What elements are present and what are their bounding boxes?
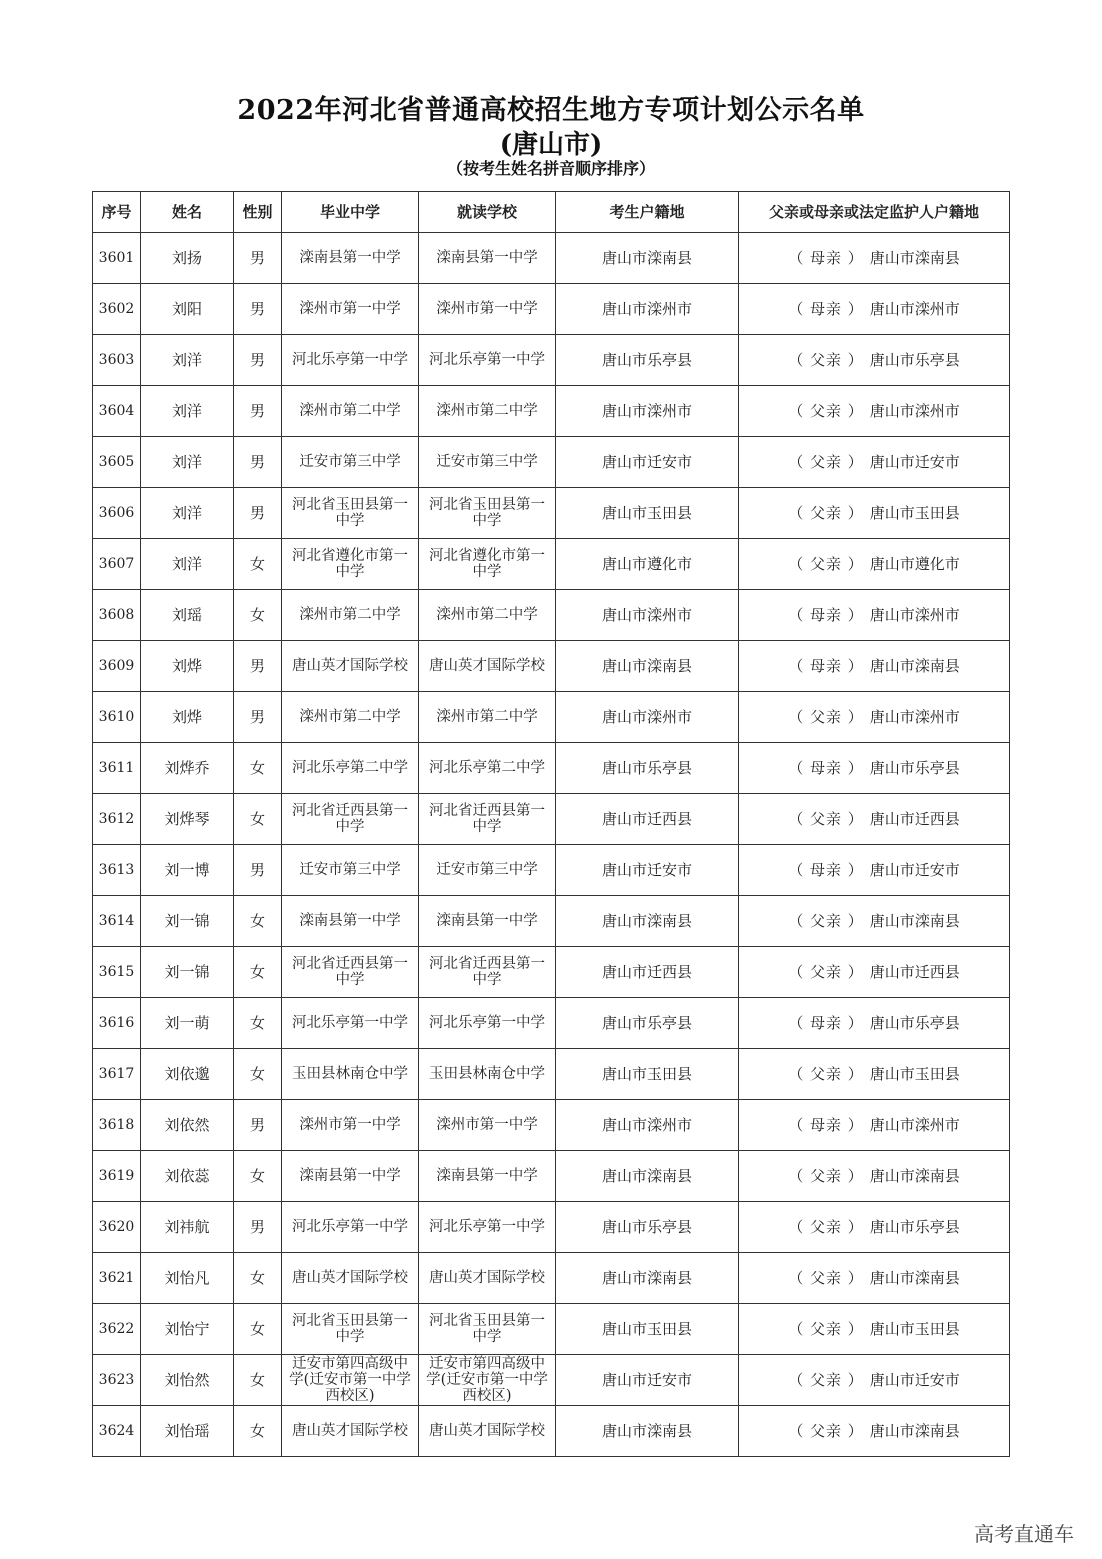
cell-name: 刘烨 xyxy=(141,692,234,743)
cell-hukou: 唐山市迁安市 xyxy=(556,845,739,896)
cell-name: 刘一博 xyxy=(141,845,234,896)
cell-name: 刘洋 xyxy=(141,539,234,590)
table-row xyxy=(93,896,1010,947)
cell-parent-hukou xyxy=(739,641,1010,692)
parent-hukou-text: 唐山市滦州市 xyxy=(869,1116,960,1134)
cell-hukou: 唐山市迁西县 xyxy=(556,794,739,845)
table-row xyxy=(93,1355,1010,1406)
cell-current-school: 滦州市第二中学 xyxy=(419,386,556,437)
cell-grad-school: 河北乐亭第一中学 xyxy=(282,998,419,1049)
cell-current-school: 河北乐亭第二中学 xyxy=(419,743,556,794)
cell-hukou: 唐山市滦州市 xyxy=(556,692,739,743)
cell-parent-hukou xyxy=(739,1049,1010,1100)
parent-hukou-text: 唐山市乐亭县 xyxy=(869,1014,960,1032)
enrollment-table xyxy=(92,191,1010,1457)
cell-current-school: 唐山英才国际学校 xyxy=(419,1253,556,1304)
cell-no: 3611 xyxy=(93,743,141,794)
cell-hukou: 唐山市迁西县 xyxy=(556,947,739,998)
cell-gender: 女 xyxy=(234,947,282,998)
cell-gender: 男 xyxy=(234,845,282,896)
cell-parent-hukou xyxy=(739,233,1010,284)
cell-current-school: 滦州市第二中学 xyxy=(419,590,556,641)
cell-parent-hukou xyxy=(739,947,1010,998)
cell-current-school: 迁安市第三中学 xyxy=(419,845,556,896)
cell-gender: 男 xyxy=(234,233,282,284)
cell-gender: 男 xyxy=(234,284,282,335)
cell-current-school: 河北乐亭第一中学 xyxy=(419,1202,556,1253)
parent-relation: （ 母亲 ） xyxy=(788,1116,864,1134)
cell-no: 3618 xyxy=(93,1100,141,1151)
cell-no: 3620 xyxy=(93,1202,141,1253)
table-row xyxy=(93,1049,1010,1100)
cell-hukou: 唐山市滦南县 xyxy=(556,233,739,284)
cell-parent-hukou xyxy=(739,845,1010,896)
cell-no: 3617 xyxy=(93,1049,141,1100)
cell-grad-school: 唐山英才国际学校 xyxy=(282,1406,419,1457)
cell-name: 刘洋 xyxy=(141,335,234,386)
cell-current-school: 河北省遵化市第一中学 xyxy=(419,539,556,590)
parent-relation: （ 父亲 ） xyxy=(788,1422,864,1440)
parent-hukou-text: 唐山市迁西县 xyxy=(869,810,960,828)
cell-parent-hukou xyxy=(739,437,1010,488)
header-grad-school: 毕业中学 xyxy=(282,192,419,233)
cell-gender: 男 xyxy=(234,335,282,386)
cell-name: 刘依蕊 xyxy=(141,1151,234,1202)
cell-no: 3602 xyxy=(93,284,141,335)
sort-note: （按考生姓名拼音顺序排序） xyxy=(446,159,655,178)
cell-no: 3614 xyxy=(93,896,141,947)
cell-gender: 女 xyxy=(234,590,282,641)
cell-grad-school: 河北乐亭第一中学 xyxy=(282,1202,419,1253)
cell-parent-hukou xyxy=(739,335,1010,386)
cell-gender: 女 xyxy=(234,1049,282,1100)
cell-gender: 男 xyxy=(234,437,282,488)
cell-grad-school: 河北省迁西县第一中学 xyxy=(282,794,419,845)
cell-current-school: 河北省玉田县第一中学 xyxy=(419,488,556,539)
cell-parent-hukou xyxy=(739,590,1010,641)
cell-no: 3605 xyxy=(93,437,141,488)
table-row xyxy=(93,233,1010,284)
cell-grad-school: 滦州市第二中学 xyxy=(282,386,419,437)
cell-gender: 男 xyxy=(234,692,282,743)
cell-hukou: 唐山市滦南县 xyxy=(556,896,739,947)
cell-hukou: 唐山市滦南县 xyxy=(556,1151,739,1202)
cell-name: 刘一锦 xyxy=(141,896,234,947)
table-row xyxy=(93,386,1010,437)
cell-no: 3624 xyxy=(93,1406,141,1457)
cell-hukou: 唐山市滦州市 xyxy=(556,590,739,641)
parent-relation: （ 父亲 ） xyxy=(788,912,864,930)
cell-current-school: 迁安市第三中学 xyxy=(419,437,556,488)
parent-relation: （ 父亲 ） xyxy=(788,1065,864,1083)
table-row xyxy=(93,692,1010,743)
parent-relation: （ 母亲 ） xyxy=(788,606,864,624)
cell-no: 3606 xyxy=(93,488,141,539)
parent-hukou-text: 唐山市滦南县 xyxy=(869,1422,960,1440)
cell-name: 刘怡宁 xyxy=(141,1304,234,1355)
parent-hukou-text: 唐山市滦州市 xyxy=(869,606,960,624)
cell-no: 3612 xyxy=(93,794,141,845)
parent-relation: （ 父亲 ） xyxy=(788,708,864,726)
document-subtitle: (唐山市) xyxy=(499,130,603,160)
cell-name: 刘洋 xyxy=(141,488,234,539)
cell-hukou: 唐山市滦南县 xyxy=(556,1253,739,1304)
parent-relation: （ 母亲 ） xyxy=(788,759,864,777)
cell-current-school: 河北省迁西县第一中学 xyxy=(419,947,556,998)
header-hukou: 考生户籍地 xyxy=(556,192,739,233)
table-row xyxy=(93,284,1010,335)
parent-relation: （ 母亲 ） xyxy=(788,1014,864,1032)
header-gender: 性别 xyxy=(234,192,282,233)
table-row xyxy=(93,743,1010,794)
cell-name: 刘怡瑶 xyxy=(141,1406,234,1457)
cell-no: 3613 xyxy=(93,845,141,896)
table-row xyxy=(93,998,1010,1049)
cell-grad-school: 河北省玉田县第一中学 xyxy=(282,488,419,539)
parent-hukou-text: 唐山市玉田县 xyxy=(869,504,960,522)
table-row xyxy=(93,437,1010,488)
cell-current-school: 滦州市第一中学 xyxy=(419,1100,556,1151)
cell-name: 刘怡凡 xyxy=(141,1253,234,1304)
cell-current-school: 滦州市第一中学 xyxy=(419,284,556,335)
cell-hukou: 唐山市滦南县 xyxy=(556,641,739,692)
cell-name: 刘依邈 xyxy=(141,1049,234,1100)
cell-parent-hukou xyxy=(739,1253,1010,1304)
cell-parent-hukou xyxy=(739,1355,1010,1406)
cell-parent-hukou xyxy=(739,1151,1010,1202)
cell-current-school: 滦南县第一中学 xyxy=(419,896,556,947)
cell-current-school: 河北乐亭第一中学 xyxy=(419,998,556,1049)
document-title: 2022年河北省普通高校招生地方专项计划公示名单 xyxy=(237,95,865,126)
cell-grad-school: 唐山英才国际学校 xyxy=(282,641,419,692)
cell-grad-school: 迁安市第四高级中学(迁安市第一中学西校区) xyxy=(282,1355,419,1406)
cell-parent-hukou xyxy=(739,998,1010,1049)
cell-grad-school: 迁安市第三中学 xyxy=(282,437,419,488)
cell-grad-school: 河北省遵化市第一中学 xyxy=(282,539,419,590)
cell-current-school: 滦州市第二中学 xyxy=(419,692,556,743)
table-row xyxy=(93,641,1010,692)
cell-gender: 男 xyxy=(234,1100,282,1151)
parent-hukou-text: 唐山市乐亭县 xyxy=(869,759,960,777)
cell-no: 3607 xyxy=(93,539,141,590)
cell-parent-hukou xyxy=(739,794,1010,845)
parent-relation: （ 父亲 ） xyxy=(788,1320,864,1338)
cell-gender: 女 xyxy=(234,794,282,845)
cell-gender: 女 xyxy=(234,1355,282,1406)
cell-name: 刘一萌 xyxy=(141,998,234,1049)
cell-gender: 男 xyxy=(234,386,282,437)
parent-relation: （ 父亲 ） xyxy=(788,351,864,369)
header-no: 序号 xyxy=(93,192,141,233)
table-row xyxy=(93,794,1010,845)
table-row xyxy=(93,845,1010,896)
table-row xyxy=(93,1304,1010,1355)
cell-grad-school: 河北乐亭第一中学 xyxy=(282,335,419,386)
cell-name: 刘烨琴 xyxy=(141,794,234,845)
cell-grad-school: 迁安市第三中学 xyxy=(282,845,419,896)
parent-relation: （ 母亲 ） xyxy=(788,249,864,267)
cell-current-school: 玉田县林南仓中学 xyxy=(419,1049,556,1100)
cell-hukou: 唐山市乐亭县 xyxy=(556,335,739,386)
cell-no: 3610 xyxy=(93,692,141,743)
cell-no: 3601 xyxy=(93,233,141,284)
cell-gender: 男 xyxy=(234,488,282,539)
cell-gender: 女 xyxy=(234,1406,282,1457)
table-row xyxy=(93,539,1010,590)
cell-gender: 女 xyxy=(234,998,282,1049)
header-parent-hukou: 父亲或母亲或法定监护人户籍地 xyxy=(739,192,1010,233)
cell-gender: 女 xyxy=(234,896,282,947)
parent-hukou-text: 唐山市乐亭县 xyxy=(869,351,960,369)
cell-current-school: 河北乐亭第一中学 xyxy=(419,335,556,386)
parent-relation: （ 父亲 ） xyxy=(788,402,864,420)
cell-gender: 女 xyxy=(234,539,282,590)
cell-no: 3608 xyxy=(93,590,141,641)
parent-relation: （ 父亲 ） xyxy=(788,1371,864,1389)
cell-parent-hukou xyxy=(739,1406,1010,1457)
cell-parent-hukou xyxy=(739,386,1010,437)
cell-current-school: 河北省迁西县第一中学 xyxy=(419,794,556,845)
cell-parent-hukou xyxy=(739,539,1010,590)
cell-name: 刘瑶 xyxy=(141,590,234,641)
cell-parent-hukou xyxy=(739,896,1010,947)
cell-hukou: 唐山市玉田县 xyxy=(556,1304,739,1355)
cell-hukou: 唐山市迁安市 xyxy=(556,1355,739,1406)
cell-name: 刘扬 xyxy=(141,233,234,284)
cell-current-school: 迁安市第四高级中学(迁安市第一中学西校区) xyxy=(419,1355,556,1406)
parent-relation: （ 母亲 ） xyxy=(788,861,864,879)
parent-hukou-text: 唐山市滦州市 xyxy=(869,402,960,420)
cell-parent-hukou xyxy=(739,692,1010,743)
parent-hukou-text: 唐山市滦南县 xyxy=(869,1269,960,1287)
parent-relation: （ 父亲 ） xyxy=(788,555,864,573)
cell-name: 刘洋 xyxy=(141,386,234,437)
cell-name: 刘怡然 xyxy=(141,1355,234,1406)
cell-gender: 女 xyxy=(234,1253,282,1304)
cell-hukou: 唐山市滦州市 xyxy=(556,284,739,335)
parent-relation: （ 父亲 ） xyxy=(788,1218,864,1236)
cell-name: 刘祎航 xyxy=(141,1202,234,1253)
header-current-school: 就读学校 xyxy=(419,192,556,233)
cell-grad-school: 河北省迁西县第一中学 xyxy=(282,947,419,998)
cell-name: 刘烨乔 xyxy=(141,743,234,794)
cell-no: 3622 xyxy=(93,1304,141,1355)
cell-grad-school: 河北省玉田县第一中学 xyxy=(282,1304,419,1355)
cell-grad-school: 滦南县第一中学 xyxy=(282,896,419,947)
header-name: 姓名 xyxy=(141,192,234,233)
cell-name: 刘洋 xyxy=(141,437,234,488)
parent-hukou-text: 唐山市滦南县 xyxy=(869,249,960,267)
cell-parent-hukou xyxy=(739,488,1010,539)
parent-hukou-text: 唐山市滦州市 xyxy=(869,708,960,726)
parent-relation: （ 父亲 ） xyxy=(788,504,864,522)
cell-gender: 女 xyxy=(234,1151,282,1202)
parent-relation: （ 母亲 ） xyxy=(788,300,864,318)
cell-parent-hukou xyxy=(739,1304,1010,1355)
cell-hukou: 唐山市玉田县 xyxy=(556,1049,739,1100)
table-row xyxy=(93,590,1010,641)
table-row xyxy=(93,1253,1010,1304)
cell-parent-hukou xyxy=(739,743,1010,794)
cell-grad-school: 滦州市第一中学 xyxy=(282,1100,419,1151)
parent-hukou-text: 唐山市滦州市 xyxy=(869,300,960,318)
parent-hukou-text: 唐山市迁安市 xyxy=(869,861,960,879)
cell-no: 3615 xyxy=(93,947,141,998)
cell-gender: 女 xyxy=(234,1304,282,1355)
cell-no: 3619 xyxy=(93,1151,141,1202)
cell-parent-hukou xyxy=(739,1100,1010,1151)
cell-current-school: 唐山英才国际学校 xyxy=(419,641,556,692)
parent-relation: （ 父亲 ） xyxy=(788,1269,864,1287)
parent-hukou-text: 唐山市玉田县 xyxy=(869,1320,960,1338)
cell-current-school: 滦南县第一中学 xyxy=(419,1151,556,1202)
cell-grad-school: 河北乐亭第二中学 xyxy=(282,743,419,794)
parent-relation: （ 母亲 ） xyxy=(788,657,864,675)
cell-current-school: 滦南县第一中学 xyxy=(419,233,556,284)
cell-no: 3616 xyxy=(93,998,141,1049)
table-row xyxy=(93,488,1010,539)
cell-grad-school: 滦州市第一中学 xyxy=(282,284,419,335)
cell-hukou: 唐山市迁安市 xyxy=(556,437,739,488)
cell-name: 刘阳 xyxy=(141,284,234,335)
watermark: 高考直通车 xyxy=(974,1522,1074,1546)
parent-relation: （ 父亲 ） xyxy=(788,810,864,828)
cell-name: 刘依然 xyxy=(141,1100,234,1151)
parent-hukou-text: 唐山市滦南县 xyxy=(869,657,960,675)
parent-hukou-text: 唐山市遵化市 xyxy=(869,555,960,573)
cell-grad-school: 滦南县第一中学 xyxy=(282,1151,419,1202)
table-header-row xyxy=(93,192,1010,233)
cell-name: 刘烨 xyxy=(141,641,234,692)
cell-parent-hukou xyxy=(739,1202,1010,1253)
table-row xyxy=(93,1100,1010,1151)
cell-current-school: 河北省玉田县第一中学 xyxy=(419,1304,556,1355)
cell-no: 3604 xyxy=(93,386,141,437)
cell-hukou: 唐山市玉田县 xyxy=(556,488,739,539)
parent-relation: （ 父亲 ） xyxy=(788,1167,864,1185)
table-row xyxy=(93,947,1010,998)
table-row xyxy=(93,1151,1010,1202)
parent-hukou-text: 唐山市迁西县 xyxy=(869,963,960,981)
parent-hukou-text: 唐山市迁安市 xyxy=(869,1371,960,1389)
cell-hukou: 唐山市滦州市 xyxy=(556,1100,739,1151)
cell-hukou: 唐山市乐亭县 xyxy=(556,998,739,1049)
cell-name: 刘一锦 xyxy=(141,947,234,998)
parent-hukou-text: 唐山市滦南县 xyxy=(869,912,960,930)
cell-current-school: 唐山英才国际学校 xyxy=(419,1406,556,1457)
cell-hukou: 唐山市遵化市 xyxy=(556,539,739,590)
table-row xyxy=(93,1202,1010,1253)
parent-hukou-text: 唐山市玉田县 xyxy=(869,1065,960,1083)
parent-hukou-text: 唐山市乐亭县 xyxy=(869,1218,960,1236)
table-row xyxy=(93,1406,1010,1457)
cell-no: 3603 xyxy=(93,335,141,386)
parent-relation: （ 父亲 ） xyxy=(788,963,864,981)
cell-hukou: 唐山市乐亭县 xyxy=(556,743,739,794)
parent-hukou-text: 唐山市迁安市 xyxy=(869,453,960,471)
cell-hukou: 唐山市滦南县 xyxy=(556,1406,739,1457)
cell-no: 3621 xyxy=(93,1253,141,1304)
cell-gender: 男 xyxy=(234,1202,282,1253)
cell-grad-school: 唐山英才国际学校 xyxy=(282,1253,419,1304)
cell-parent-hukou xyxy=(739,284,1010,335)
cell-grad-school: 滦州市第二中学 xyxy=(282,590,419,641)
parent-relation: （ 父亲 ） xyxy=(788,453,864,471)
cell-grad-school: 滦南县第一中学 xyxy=(282,233,419,284)
table-row xyxy=(93,335,1010,386)
cell-hukou: 唐山市滦州市 xyxy=(556,386,739,437)
cell-grad-school: 滦州市第二中学 xyxy=(282,692,419,743)
cell-gender: 女 xyxy=(234,743,282,794)
cell-no: 3623 xyxy=(93,1355,141,1406)
cell-grad-school: 玉田县林南仓中学 xyxy=(282,1049,419,1100)
cell-hukou: 唐山市乐亭县 xyxy=(556,1202,739,1253)
cell-gender: 男 xyxy=(234,641,282,692)
parent-hukou-text: 唐山市滦南县 xyxy=(869,1167,960,1185)
cell-no: 3609 xyxy=(93,641,141,692)
